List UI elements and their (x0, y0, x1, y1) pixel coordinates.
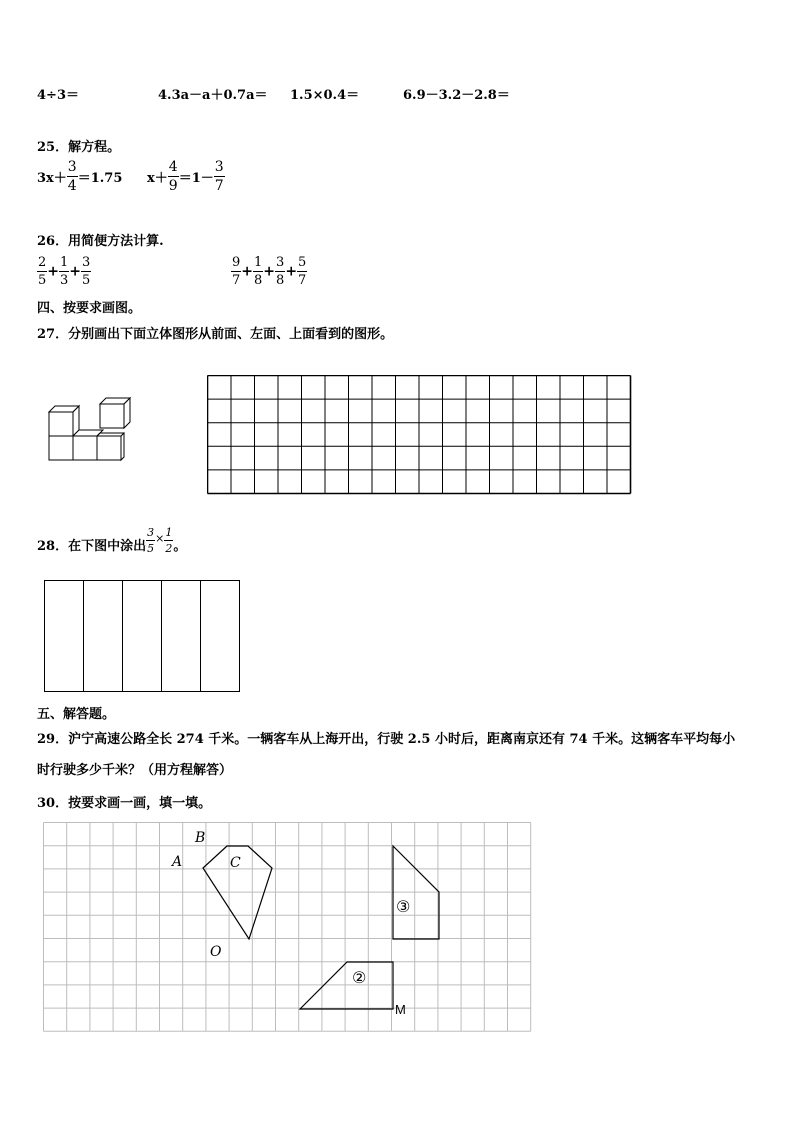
eq2-mid: ＝1－ (178, 171, 214, 186)
calc-item-2: 4.3a－a＋0.7a＝ (158, 88, 268, 103)
label-O: O (210, 944, 222, 960)
q25-equation-1 (37, 160, 122, 193)
section-5-heading: 五、解答题。 (37, 707, 116, 722)
fraction: $\frac{5}{7}$ (298, 255, 307, 288)
q27-title: 27．分别画出下面立体图形从前面、左面、上面看到的图形。 (37, 327, 394, 342)
eq1-rhs: ＝1.75 (77, 171, 123, 186)
label-A: A (172, 854, 183, 870)
plus-sign: + (285, 263, 298, 280)
plus-sign: + (47, 263, 60, 280)
fraction: $\frac{3}{8}$ (276, 255, 285, 288)
cube-stack-figure (44, 394, 134, 464)
q30-title: 30．按要求画一画，填一填。 (37, 796, 212, 811)
label-C: C (230, 855, 241, 871)
eq2-fraction-1: $\frac{4}{9}$ (168, 159, 178, 194)
label-M: M (395, 1002, 406, 1017)
shape-2 (300, 962, 393, 1009)
label-shape-3: ③ (396, 897, 411, 916)
calc-item-3: 1.5×0.4＝ (290, 88, 360, 103)
q28-times: × (155, 532, 165, 545)
calc-item-4: 6.9－3.2－2.8＝ (403, 88, 510, 103)
calc-item-1: 4÷3＝ (37, 88, 79, 103)
plus-sign: + (69, 263, 82, 280)
q26-expression-1 (37, 256, 91, 287)
q29-line-1: 29．沪宁高速公路全长 274 千米。一辆客车从上海开出，行驶 2.5 小时后，距离南京还有 74 千米。这辆客车平均每小 (37, 732, 736, 747)
q25-title: 25．解方程。 (37, 140, 121, 155)
fraction: $\frac{1}{3}$ (60, 255, 69, 288)
eq2-fraction-2: $\frac{3}{7}$ (214, 159, 224, 194)
fraction: $\frac{9}{7}$ (232, 255, 241, 288)
plus-sign: + (241, 263, 254, 280)
plus-sign: + (263, 263, 276, 280)
q28-fraction-2: $\frac{1}{2}$ (165, 526, 173, 555)
label-shape-2: ② (352, 968, 367, 987)
q26-expression-2 (231, 256, 307, 287)
fraction: $\frac{1}{8}$ (254, 255, 263, 288)
drawing-grid-q30[interactable] (43, 822, 533, 1034)
drawing-grid-q27[interactable] (207, 375, 633, 495)
q26-title: 26．用简便方法计算. (37, 234, 164, 249)
eq1-lhs: 3x＋ (37, 171, 67, 186)
label-B: B (195, 830, 206, 846)
q28-instruction (37, 527, 186, 554)
fraction: $\frac{2}{5}$ (38, 255, 47, 288)
fraction: $\frac{3}{5}$ (82, 255, 91, 288)
shading-rectangle[interactable] (44, 580, 241, 693)
section-4-heading: 四、按要求画图。 (37, 301, 142, 316)
q28-fraction-1: $\frac{3}{5}$ (147, 526, 155, 555)
q28-suffix: 。 (173, 539, 187, 554)
q25-equation-2 (147, 160, 225, 193)
eq1-fraction: $\frac{3}{4}$ (67, 159, 77, 194)
eq2-lhs: x＋ (147, 171, 168, 186)
q29-line-2: 时行驶多少千米？（用方程解答） (37, 763, 233, 778)
q28-prefix: 28．在下图中涂出 (37, 539, 147, 554)
